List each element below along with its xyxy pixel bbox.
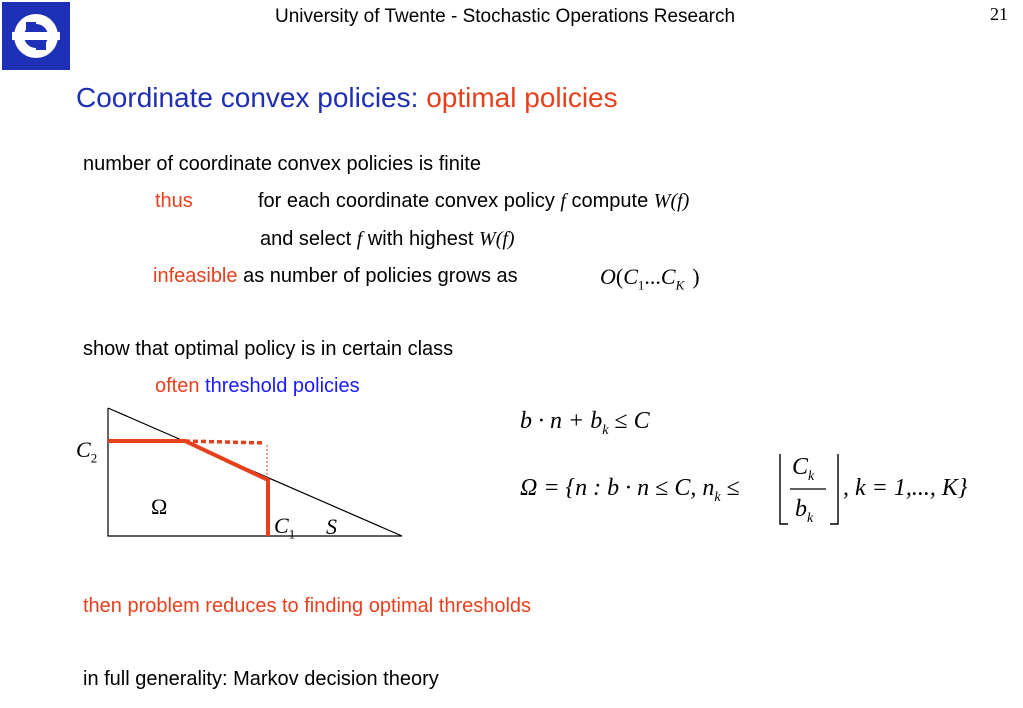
label-C2 bbox=[76, 437, 97, 466]
constraint-formula bbox=[520, 408, 650, 439]
dotted-boundary bbox=[185, 441, 265, 443]
threshold-boundary bbox=[108, 441, 268, 536]
infeasible-label: infeasible bbox=[153, 265, 238, 287]
omega-def-left: Ω = {n : b · n ≤ C, n bbox=[520, 475, 715, 501]
formula-C1: C bbox=[623, 264, 638, 289]
select-text-a: and select bbox=[260, 228, 357, 250]
often-label: often bbox=[155, 375, 206, 397]
select-text-b: with highest bbox=[362, 228, 480, 250]
frac-num-sub: k bbox=[808, 468, 815, 484]
frac-den-letter: b bbox=[795, 496, 807, 522]
line-finite: number of coordinate convex policies is finite bbox=[83, 153, 481, 175]
constraint-sub: k bbox=[602, 422, 609, 438]
omega-definition-tail: , k = 1,..., K} bbox=[843, 475, 968, 501]
threshold-label: threshold policies bbox=[205, 375, 360, 397]
formula-CK: C bbox=[660, 264, 676, 289]
complexity-formula bbox=[600, 264, 700, 293]
label-C1-letter: C bbox=[274, 513, 289, 538]
label-C2-letter: C bbox=[76, 437, 91, 462]
university-twente-logo-icon bbox=[2, 2, 70, 70]
formula-dots: ... bbox=[644, 264, 661, 289]
line-select bbox=[260, 228, 515, 251]
title-main: Coordinate convex policies: bbox=[76, 82, 427, 113]
frac-den-sub: k bbox=[807, 510, 814, 526]
institution-header: University of Twente - Stochastic Operations Research bbox=[275, 6, 736, 27]
omega-definition bbox=[520, 475, 740, 506]
compute-text-a: for each coordinate convex policy bbox=[258, 190, 561, 212]
line-reduces: then problem reduces to finding optimal thresholds bbox=[83, 595, 532, 617]
formula-paren-close: ) bbox=[692, 264, 700, 289]
thus-label: thus bbox=[155, 190, 193, 212]
label-C1 bbox=[274, 513, 295, 542]
compute-text-b: compute bbox=[565, 190, 654, 212]
fraction-numerator bbox=[792, 454, 814, 485]
page-number: 21 bbox=[990, 4, 1008, 24]
select-wf: W(f) bbox=[479, 228, 515, 250]
line-thus bbox=[155, 190, 193, 213]
formula-paren-open: ( bbox=[615, 264, 624, 289]
omega-def-sub: k bbox=[714, 489, 721, 505]
title-highlight: optimal policies bbox=[426, 82, 618, 113]
line-markov: in full generality: Markov decision theory bbox=[83, 668, 439, 690]
infeasible-text: as number of policies grows as bbox=[237, 265, 518, 287]
label-omega: Ω bbox=[151, 494, 168, 519]
label-S: S bbox=[326, 514, 337, 539]
threshold-policy-figure bbox=[60, 400, 420, 550]
select-f: f bbox=[356, 228, 363, 250]
line-show: show that optimal policy is in certain class bbox=[83, 338, 454, 360]
label-C2-sub: 2 bbox=[90, 450, 98, 466]
line-infeasible bbox=[153, 265, 518, 288]
compute-wf: W(f) bbox=[653, 190, 690, 212]
constraint-rhs: ≤ C bbox=[608, 408, 650, 434]
line-compute bbox=[258, 190, 689, 213]
label-C1-sub: 1 bbox=[288, 526, 296, 542]
constraint-lhs: b · n + b bbox=[520, 408, 603, 434]
formula-subK: K bbox=[675, 277, 685, 293]
omega-def-le: ≤ bbox=[720, 475, 740, 501]
compute-f: f bbox=[560, 190, 566, 212]
slide-title bbox=[76, 82, 618, 114]
fraction-denominator bbox=[795, 496, 813, 527]
frac-num-letter: C bbox=[792, 454, 809, 480]
formula-O: O bbox=[600, 264, 616, 289]
formula-sub1: 1 bbox=[637, 277, 645, 293]
line-threshold bbox=[155, 375, 360, 398]
